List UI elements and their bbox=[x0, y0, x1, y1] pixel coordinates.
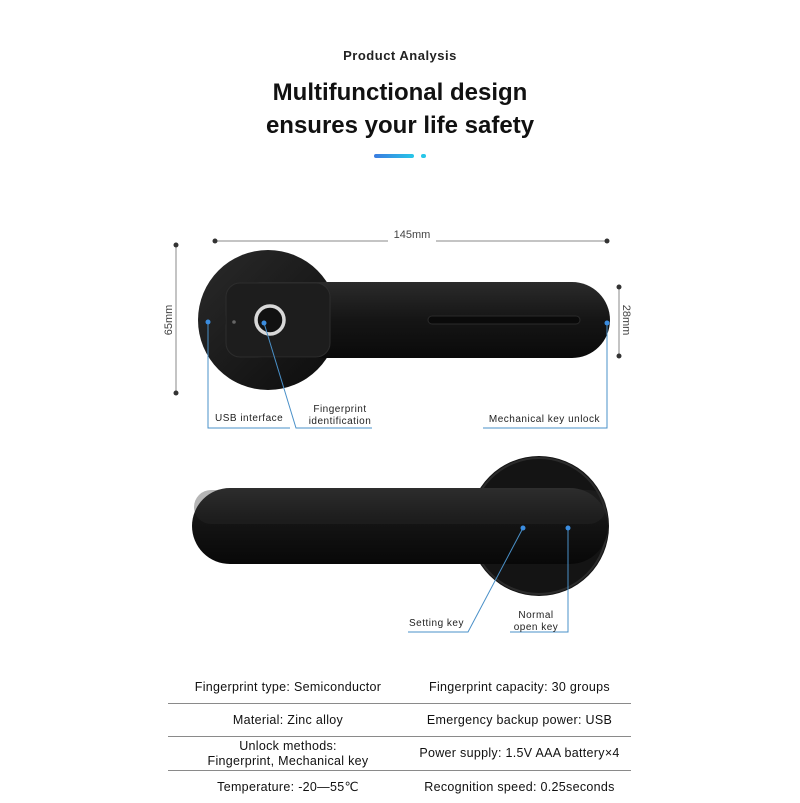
spec-table bbox=[168, 672, 631, 803]
spec-fingerprint-capacity: Fingerprint capacity: 30 groups bbox=[408, 672, 631, 704]
dimension-height-label: 65mm bbox=[163, 305, 175, 336]
dimension-handle-label: 28mm bbox=[620, 305, 632, 336]
dimension-width-label: 145mm bbox=[394, 229, 431, 241]
lock-back-view bbox=[192, 456, 609, 596]
headline-line-2: ensures your life safety bbox=[0, 109, 800, 142]
dimension-height bbox=[163, 243, 179, 396]
callout-fingerprint-line1: Fingerprint bbox=[313, 404, 366, 415]
spec-recognition-speed: Recognition speed: 0.25seconds bbox=[408, 771, 631, 803]
headline-line-1: Multifunctional design bbox=[0, 76, 800, 109]
callout-fingerprint-line2: identification bbox=[309, 416, 372, 427]
spec-row bbox=[168, 672, 631, 704]
lock-front-view bbox=[198, 250, 610, 390]
spec-row bbox=[168, 704, 631, 737]
spec-fingerprint-type: Fingerprint type: Semiconductor bbox=[168, 672, 408, 704]
spec-unlock-methods-line2: Fingerprint, Mechanical key bbox=[172, 754, 404, 769]
dimension-width bbox=[213, 228, 610, 244]
spec-row bbox=[168, 771, 631, 803]
spec-material: Material: Zinc alloy bbox=[168, 704, 408, 737]
spec-row bbox=[168, 737, 631, 771]
callout-normal-open-line1: Normal bbox=[518, 610, 553, 621]
spec-unlock-methods bbox=[168, 737, 408, 771]
spec-power-supply: Power supply: 1.5V AAA battery×4 bbox=[408, 737, 631, 771]
callout-normal-open-line2: open key bbox=[514, 622, 559, 633]
spec-temperature: Temperature: -20—55℃ bbox=[168, 771, 408, 803]
callout-setting-key: Setting key bbox=[409, 618, 464, 629]
spec-unlock-methods-line1: Unlock methods: bbox=[172, 739, 404, 754]
callout-usb-interface: USB interface bbox=[215, 413, 283, 424]
dimension-handle bbox=[617, 285, 633, 359]
spec-backup-power: Emergency backup power: USB bbox=[408, 704, 631, 737]
section-subtitle: Product Analysis bbox=[0, 48, 800, 63]
callout-mechanical-key: Mechanical key unlock bbox=[489, 414, 601, 425]
fingerprint-sensor-icon bbox=[256, 306, 284, 334]
